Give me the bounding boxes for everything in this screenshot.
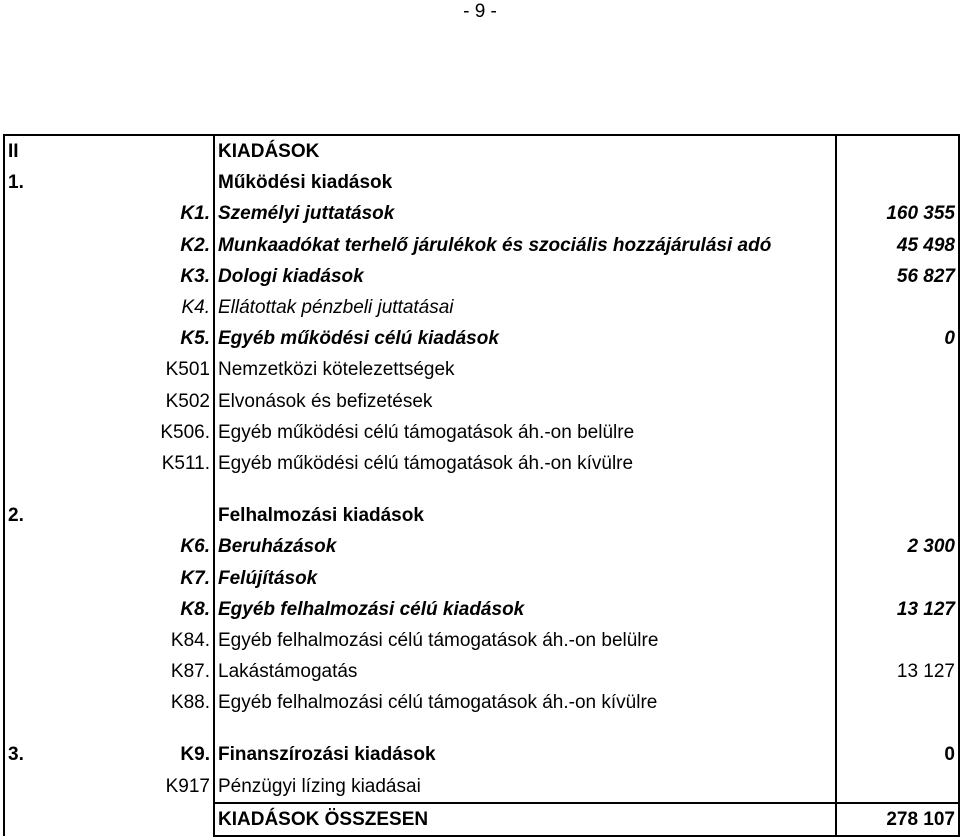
- section-cell: [4, 354, 138, 385]
- row-amount: [836, 687, 959, 718]
- section-cell: [4, 562, 138, 593]
- row-name: Pénzügyi lízing kiadásai: [214, 771, 836, 803]
- row-amount: [836, 292, 959, 323]
- group-header-row: [4, 500, 959, 531]
- section-title: KIADÁSOK: [214, 135, 836, 167]
- group-code: K9.: [180, 744, 210, 766]
- table-row: [4, 354, 959, 385]
- spacer-cell: [4, 479, 138, 500]
- table-row: [4, 687, 959, 718]
- row-amount: 13 127: [836, 594, 959, 625]
- spacer-cell: [4, 718, 138, 739]
- table-row: [4, 386, 959, 417]
- row-code: K5.: [180, 328, 210, 350]
- row-amount: 160 355: [836, 198, 959, 229]
- row-amount: [836, 562, 959, 593]
- row-code: K88.: [170, 692, 210, 714]
- total-row: [4, 803, 959, 836]
- row-code: K1.: [180, 203, 210, 225]
- page-number: - 9 -: [463, 1, 497, 22]
- row-code: K917: [165, 776, 210, 798]
- row-name: Beruházások: [214, 531, 836, 562]
- table-row: [4, 417, 959, 448]
- row-name: Egyéb felhalmozási célú támogatások áh.-on belülre: [214, 625, 836, 656]
- spacer-row: [4, 718, 959, 739]
- spacer-cell: [138, 718, 214, 739]
- spacer-row: [4, 479, 959, 500]
- group-amount: [836, 167, 959, 198]
- row-name: Egyéb működési célú támogatások áh.-on kívülre: [214, 448, 836, 479]
- group-header-row: [4, 739, 959, 770]
- section-cell: [4, 230, 138, 261]
- total-amount: 278 107: [836, 803, 959, 836]
- group-code: [138, 500, 214, 531]
- group-amount: [836, 500, 959, 531]
- total-label: KIADÁSOK ÖSSZESEN: [214, 803, 836, 836]
- code-cell: [138, 135, 214, 167]
- row-name: Személyi juttatások: [214, 198, 836, 229]
- row-name: Elvonások és befizetések: [214, 386, 836, 417]
- row-amount: [836, 417, 959, 448]
- section-cell: [4, 417, 138, 448]
- section-cell: [4, 771, 138, 803]
- section-header-row: [4, 135, 959, 167]
- section-cell: [4, 198, 138, 229]
- section-cell: [4, 594, 138, 625]
- section-cell: [4, 261, 138, 292]
- table-row: [4, 625, 959, 656]
- group-title: Működési kiadások: [214, 167, 836, 198]
- table-row: [4, 656, 959, 687]
- table-row: [4, 230, 959, 261]
- section-cell: [4, 323, 138, 354]
- amount-cell: [836, 135, 959, 167]
- row-code: K502: [165, 390, 210, 412]
- row-code: K87.: [170, 661, 210, 683]
- spacer-cell: [836, 718, 959, 739]
- row-name: Egyéb felhalmozási célú kiadások: [214, 594, 836, 625]
- group-title: Finanszírozási kiadások: [214, 739, 836, 770]
- row-code: K506.: [160, 421, 210, 443]
- row-amount: [836, 771, 959, 803]
- row-code: K511.: [161, 452, 210, 474]
- section-cell: [4, 448, 138, 479]
- section-cell: [4, 803, 138, 836]
- group-header-row: [4, 167, 959, 198]
- section-cell: [4, 656, 138, 687]
- table-row: [4, 323, 959, 354]
- row-amount: 56 827: [836, 261, 959, 292]
- section-cell: [4, 292, 138, 323]
- section-cell: [4, 687, 138, 718]
- row-code: K3.: [180, 265, 210, 287]
- section-cell: [4, 625, 138, 656]
- code-cell: [138, 803, 214, 836]
- section-cell: [4, 531, 138, 562]
- row-amount: [836, 448, 959, 479]
- row-name: Egyéb működési célú támogatások áh.-on belülre: [214, 417, 836, 448]
- row-name: Ellátottak pénzbeli juttatásai: [214, 292, 836, 323]
- table-row: [4, 198, 959, 229]
- table-row: [4, 292, 959, 323]
- table-row: [4, 261, 959, 292]
- row-amount: 2 300: [836, 531, 959, 562]
- row-amount: [836, 625, 959, 656]
- group-number: 3.: [4, 739, 138, 770]
- group-code: [138, 167, 214, 198]
- group-number: 1.: [4, 167, 138, 198]
- row-name: Munkaadókat terhelő járulékok és szociális hozzájárulási adó: [214, 230, 836, 261]
- row-code: K8.: [180, 598, 210, 620]
- row-name: Lakástámogatás: [214, 656, 836, 687]
- section-cell: [4, 386, 138, 417]
- row-name: Felújítások: [214, 562, 836, 593]
- group-number: 2.: [4, 500, 138, 531]
- section-roman-number: II: [4, 135, 138, 167]
- table-row: [4, 531, 959, 562]
- row-name: Dologi kiadások: [214, 261, 836, 292]
- group-amount: 0: [836, 739, 959, 770]
- row-amount: 45 498: [836, 230, 959, 261]
- row-name: Egyéb felhalmozási célú támogatások áh.-on kívülre: [214, 687, 836, 718]
- spacer-cell: [836, 479, 959, 500]
- row-code: K4.: [181, 297, 210, 319]
- expenditure-table: [3, 134, 960, 837]
- row-code: K6.: [180, 536, 210, 558]
- table-row: [4, 771, 959, 803]
- table-row: [4, 562, 959, 593]
- row-code: K501: [165, 359, 210, 381]
- row-amount: 13 127: [836, 656, 959, 687]
- row-amount: 0: [836, 323, 959, 354]
- row-amount: [836, 354, 959, 385]
- row-code: K7.: [180, 567, 210, 589]
- row-code: K84.: [170, 629, 210, 651]
- group-title: Felhalmozási kiadások: [214, 500, 836, 531]
- row-name: Nemzetközi kötelezettségek: [214, 354, 836, 385]
- row-name: Egyéb működési célú kiadások: [214, 323, 836, 354]
- row-code: K2.: [180, 234, 210, 256]
- table-row: [4, 594, 959, 625]
- row-amount: [836, 386, 959, 417]
- spacer-cell: [214, 718, 836, 739]
- spacer-cell: [138, 479, 214, 500]
- spacer-cell: [214, 479, 836, 500]
- table-row: [4, 448, 959, 479]
